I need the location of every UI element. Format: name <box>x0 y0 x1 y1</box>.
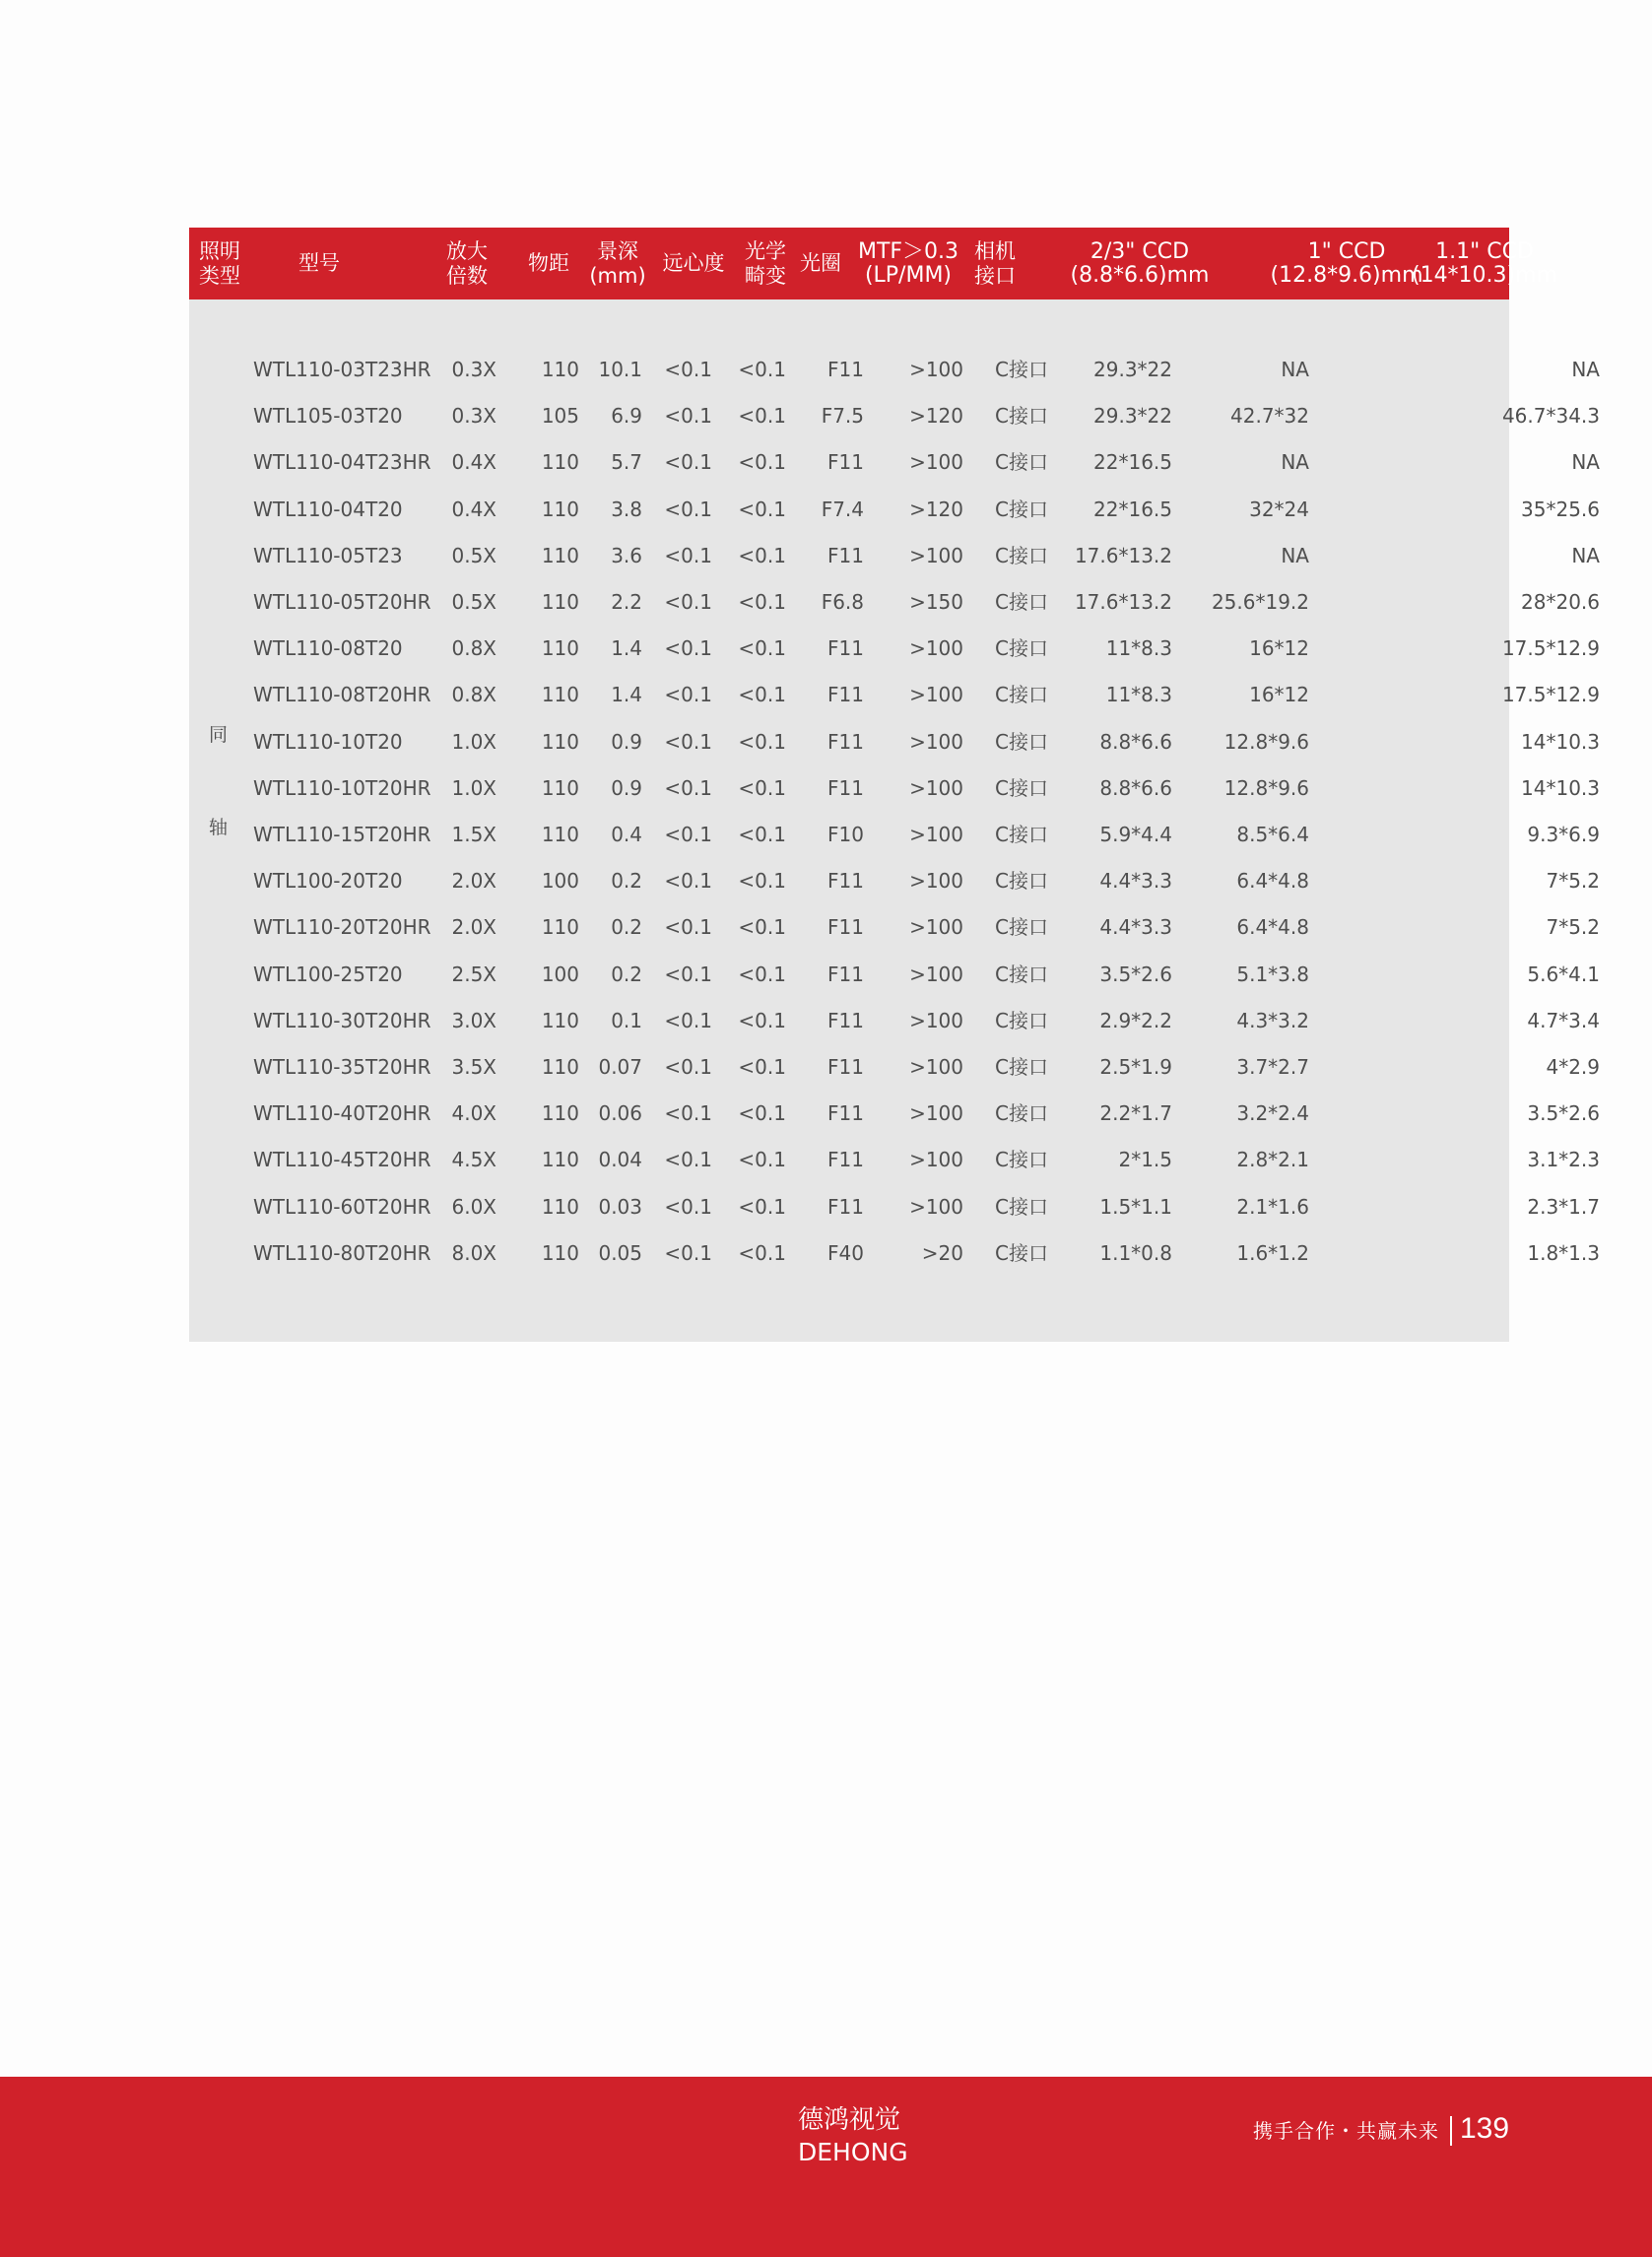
table-row <box>189 904 1600 951</box>
cell-model: WTL110-05T20HR <box>253 590 431 614</box>
cell-ccd-1: 8.5*6.4 <box>1236 823 1309 846</box>
cell-model: WTL110-04T23HR <box>253 450 431 475</box>
cell-mtf: >100 <box>909 775 963 800</box>
cell-mount: C接口 <box>995 636 1048 661</box>
cell-telecentricity: <0.1 <box>664 962 712 986</box>
cell-distortion: <0.1 <box>738 497 786 521</box>
cell-ccd-2-3: 17.6*13.2 <box>1074 543 1172 567</box>
cell-mtf: >100 <box>909 1101 963 1126</box>
table-row <box>189 952 1600 998</box>
cell-aperture: F11 <box>827 1055 864 1079</box>
table-row <box>189 1184 1600 1230</box>
cell-mount: C接口 <box>995 775 1048 800</box>
cell-telecentricity: <0.1 <box>664 1008 712 1032</box>
cell-distortion: <0.1 <box>738 636 786 661</box>
cell-telecentricity: <0.1 <box>664 358 712 381</box>
cell-aperture: F11 <box>827 1194 864 1219</box>
cell-magnification: 0.8X <box>451 683 496 707</box>
cell-working-distance: 105 <box>541 404 579 429</box>
cell-mtf: >100 <box>909 1055 963 1079</box>
cell-model: WTL105-03T20 <box>253 404 403 429</box>
cell-magnification: 8.0X <box>451 1240 496 1265</box>
cell-aperture: F11 <box>827 636 864 661</box>
cell-mtf: >20 <box>921 1240 963 1265</box>
cell-model: WTL110-04T20 <box>253 497 403 521</box>
cell-mount: C接口 <box>995 590 1048 614</box>
cell-ccd-1-1: NA <box>1571 543 1600 567</box>
cell-ccd-2-3: 3.5*2.6 <box>1099 962 1172 986</box>
slogan: 携手合作・共赢未来 <box>1253 2119 1439 2143</box>
cell-distortion: <0.1 <box>738 1055 786 1079</box>
table-row <box>189 719 1600 765</box>
cell-working-distance: 110 <box>541 1148 579 1172</box>
table-row <box>189 579 1600 626</box>
cell-telecentricity: <0.1 <box>664 497 712 521</box>
cell-depth-of-field: 0.9 <box>611 729 642 754</box>
cell-ccd-2-3: 4.4*3.3 <box>1099 869 1172 894</box>
cell-distortion: <0.1 <box>738 683 786 707</box>
cell-ccd-1-1: 4*2.9 <box>1546 1055 1600 1079</box>
cell-telecentricity: <0.1 <box>664 729 712 754</box>
cell-mount: C接口 <box>995 450 1048 475</box>
cell-ccd-1: NA <box>1281 543 1309 567</box>
cell-working-distance: 110 <box>541 590 579 614</box>
cell-mtf: >150 <box>909 590 963 614</box>
cell-magnification: 3.0X <box>451 1008 496 1032</box>
cell-ccd-2-3: 29.3*22 <box>1093 358 1172 381</box>
cell-depth-of-field: 0.2 <box>611 962 642 986</box>
cell-distortion: <0.1 <box>738 450 786 475</box>
cell-telecentricity: <0.1 <box>664 1101 712 1126</box>
cell-ccd-2-3: 8.8*6.6 <box>1099 775 1172 800</box>
cell-ccd-1: 2.8*2.1 <box>1236 1148 1309 1172</box>
header-working-distance: 物距 <box>528 251 569 275</box>
cell-telecentricity: <0.1 <box>664 1148 712 1172</box>
cell-ccd-1-1: 4.7*3.4 <box>1527 1008 1600 1032</box>
cell-mount: C接口 <box>995 915 1048 940</box>
cell-working-distance: 110 <box>541 543 579 567</box>
cell-ccd-1-1: NA <box>1571 450 1600 475</box>
cell-depth-of-field: 0.9 <box>611 775 642 800</box>
cell-model: WTL110-10T20 <box>253 729 403 754</box>
cell-magnification: 4.0X <box>451 1101 496 1126</box>
cell-mount: C接口 <box>995 683 1048 707</box>
cell-distortion: <0.1 <box>738 1008 786 1032</box>
cell-distortion: <0.1 <box>738 1148 786 1172</box>
header-distortion: 光学 畸变 <box>745 238 786 288</box>
cell-distortion: <0.1 <box>738 823 786 846</box>
cell-distortion: <0.1 <box>738 1240 786 1265</box>
cell-model: WTL110-30T20HR <box>253 1008 431 1032</box>
cell-working-distance: 110 <box>541 1101 579 1126</box>
cell-working-distance: 110 <box>541 636 579 661</box>
cell-ccd-2-3: 29.3*22 <box>1093 404 1172 429</box>
cell-telecentricity: <0.1 <box>664 1194 712 1219</box>
cell-model: WTL110-08T20HR <box>253 683 431 707</box>
cell-mtf: >100 <box>909 358 963 381</box>
cell-ccd-1-1: 14*10.3 <box>1521 775 1600 800</box>
cell-magnification: 0.5X <box>451 590 496 614</box>
cell-aperture: F7.5 <box>821 404 864 429</box>
cell-magnification: 0.5X <box>451 543 496 567</box>
cell-ccd-1-1: 7*5.2 <box>1546 915 1600 940</box>
cell-working-distance: 110 <box>541 823 579 846</box>
cell-depth-of-field: 10.1 <box>598 358 642 381</box>
cell-depth-of-field: 3.6 <box>611 543 642 567</box>
cell-mount: C接口 <box>995 543 1048 567</box>
cell-mount: C接口 <box>995 1008 1048 1032</box>
cell-ccd-2-3: 17.6*13.2 <box>1074 590 1172 614</box>
cell-depth-of-field: 0.03 <box>598 1194 642 1219</box>
header-magnification: 放大 倍数 <box>446 238 488 288</box>
cell-mtf: >100 <box>909 729 963 754</box>
cell-magnification: 0.4X <box>451 450 496 475</box>
header-depth-of-field: 景深 (mm) <box>589 238 646 288</box>
cell-mount: C接口 <box>995 404 1048 429</box>
table-row <box>189 1230 1600 1277</box>
cell-telecentricity: <0.1 <box>664 915 712 940</box>
cell-ccd-1-1: 3.1*2.3 <box>1527 1148 1600 1172</box>
cell-aperture: F11 <box>827 1101 864 1126</box>
cell-model: WTL110-45T20HR <box>253 1148 431 1172</box>
header-telecentricity: 远心度 <box>662 251 725 275</box>
cell-magnification: 1.5X <box>451 823 496 846</box>
table-row <box>189 393 1600 439</box>
cell-ccd-1: 6.4*4.8 <box>1236 915 1309 940</box>
cell-ccd-1: 25.6*19.2 <box>1211 590 1309 614</box>
cell-ccd-1-1: 2.3*1.7 <box>1527 1194 1600 1219</box>
cell-mount: C接口 <box>995 1194 1048 1219</box>
cell-depth-of-field: 2.2 <box>611 590 642 614</box>
cell-mtf: >100 <box>909 1194 963 1219</box>
table-row <box>189 439 1600 486</box>
header-mtf: MTF＞0.3 (LP/MM) <box>857 238 959 288</box>
cell-model: WTL110-03T23HR <box>253 358 431 381</box>
cell-mtf: >100 <box>909 543 963 567</box>
cell-ccd-2-3: 1.5*1.1 <box>1099 1194 1172 1219</box>
cell-mtf: >120 <box>909 497 963 521</box>
cell-mtf: >100 <box>909 962 963 986</box>
cell-aperture: F11 <box>827 729 864 754</box>
cell-mtf: >120 <box>909 404 963 429</box>
cell-aperture: F11 <box>827 683 864 707</box>
cell-ccd-1: 32*24 <box>1249 497 1309 521</box>
table-row <box>189 626 1600 672</box>
cell-aperture: F11 <box>827 450 864 475</box>
cell-ccd-1-1: NA <box>1571 358 1600 381</box>
cell-mtf: >100 <box>909 915 963 940</box>
illumination-type-label-top: 同 <box>209 724 229 746</box>
cell-distortion: <0.1 <box>738 962 786 986</box>
cell-ccd-2-3: 2.9*2.2 <box>1099 1008 1172 1032</box>
cell-mount: C接口 <box>995 729 1048 754</box>
cell-depth-of-field: 0.06 <box>598 1101 642 1126</box>
cell-aperture: F11 <box>827 915 864 940</box>
cell-mtf: >100 <box>909 823 963 846</box>
cell-magnification: 3.5X <box>451 1055 496 1079</box>
cell-mount: C接口 <box>995 962 1048 986</box>
cell-distortion: <0.1 <box>738 404 786 429</box>
cell-depth-of-field: 0.1 <box>611 1008 642 1032</box>
cell-magnification: 1.0X <box>451 775 496 800</box>
cell-distortion: <0.1 <box>738 1194 786 1219</box>
cell-depth-of-field: 6.9 <box>611 404 642 429</box>
cell-ccd-1-1: 1.8*1.3 <box>1527 1240 1600 1265</box>
cell-ccd-1: 42.7*32 <box>1230 404 1309 429</box>
cell-working-distance: 100 <box>541 962 579 986</box>
cell-ccd-2-3: 8.8*6.6 <box>1099 729 1172 754</box>
cell-model: WTL110-05T23 <box>253 543 403 567</box>
cell-mount: C接口 <box>995 869 1048 894</box>
cell-ccd-1-1: 17.5*12.9 <box>1501 636 1600 661</box>
cell-model: WTL110-35T20HR <box>253 1055 431 1079</box>
header-model: 型号 <box>298 251 340 275</box>
cell-working-distance: 110 <box>541 1055 579 1079</box>
table-row <box>189 1044 1600 1091</box>
cell-ccd-1: 4.3*3.2 <box>1236 1008 1309 1032</box>
cell-ccd-2-3: 1.1*0.8 <box>1099 1240 1172 1265</box>
cell-ccd-1-1: 14*10.3 <box>1521 729 1600 754</box>
cell-aperture: F11 <box>827 962 864 986</box>
cell-depth-of-field: 3.8 <box>611 497 642 521</box>
header-mount: 相机 接口 <box>974 238 1016 288</box>
cell-mount: C接口 <box>995 1240 1048 1265</box>
cell-distortion: <0.1 <box>738 358 786 381</box>
cell-ccd-1: 5.1*3.8 <box>1236 962 1309 986</box>
cell-distortion: <0.1 <box>738 543 786 567</box>
cell-telecentricity: <0.1 <box>664 869 712 894</box>
spec-table <box>189 228 1600 1342</box>
cell-ccd-1: 2.1*1.6 <box>1236 1194 1309 1219</box>
cell-mtf: >100 <box>909 450 963 475</box>
cell-ccd-1: 16*12 <box>1249 683 1309 707</box>
cell-working-distance: 110 <box>541 358 579 381</box>
cell-mount: C接口 <box>995 823 1048 846</box>
cell-ccd-2-3: 22*16.5 <box>1093 450 1172 475</box>
cell-aperture: F10 <box>827 823 864 846</box>
cell-ccd-2-3: 2.2*1.7 <box>1099 1101 1172 1126</box>
header-ccd-1-1: 1.1" CCD (14*10.3)mm <box>1411 238 1557 288</box>
cell-aperture: F6.8 <box>821 590 864 614</box>
cell-telecentricity: <0.1 <box>664 1055 712 1079</box>
cell-depth-of-field: 0.07 <box>598 1055 642 1079</box>
cell-telecentricity: <0.1 <box>664 450 712 475</box>
cell-model: WTL110-80T20HR <box>253 1240 431 1265</box>
cell-telecentricity: <0.1 <box>664 404 712 429</box>
cell-distortion: <0.1 <box>738 869 786 894</box>
table-row <box>189 858 1600 904</box>
cell-telecentricity: <0.1 <box>664 683 712 707</box>
cell-depth-of-field: 0.4 <box>611 823 642 846</box>
cell-ccd-2-3: 11*8.3 <box>1105 683 1172 707</box>
cell-distortion: <0.1 <box>738 915 786 940</box>
cell-model: WTL110-08T20 <box>253 636 403 661</box>
cell-magnification: 0.3X <box>451 358 496 381</box>
cell-ccd-1-1: 3.5*2.6 <box>1527 1101 1600 1126</box>
table-row <box>189 1091 1600 1137</box>
cell-mtf: >100 <box>909 683 963 707</box>
table-row <box>189 1137 1600 1183</box>
cell-magnification: 1.0X <box>451 729 496 754</box>
table-row <box>189 347 1600 393</box>
cell-ccd-2-3: 2.5*1.9 <box>1099 1055 1172 1079</box>
cell-mount: C接口 <box>995 1055 1048 1079</box>
cell-magnification: 2.5X <box>451 962 496 986</box>
cell-telecentricity: <0.1 <box>664 636 712 661</box>
cell-model: WTL110-40T20HR <box>253 1101 431 1126</box>
cell-model: WTL110-60T20HR <box>253 1194 431 1219</box>
cell-working-distance: 110 <box>541 1240 579 1265</box>
cell-ccd-2-3: 4.4*3.3 <box>1099 915 1172 940</box>
cell-working-distance: 110 <box>541 683 579 707</box>
cell-aperture: F11 <box>827 869 864 894</box>
cell-depth-of-field: 0.04 <box>598 1148 642 1172</box>
cell-ccd-2-3: 11*8.3 <box>1105 636 1172 661</box>
cell-ccd-1-1: 35*25.6 <box>1521 497 1600 521</box>
cell-aperture: F11 <box>827 775 864 800</box>
brand-name-en: DEHONG <box>798 2138 908 2166</box>
cell-depth-of-field: 5.7 <box>611 450 642 475</box>
illumination-type-label-bottom: 轴 <box>209 817 229 838</box>
table-row <box>189 998 1600 1044</box>
cell-telecentricity: <0.1 <box>664 775 712 800</box>
cell-telecentricity: <0.1 <box>664 1240 712 1265</box>
header-ccd-2-3: 2/3" CCD (8.8*6.6)mm <box>1070 238 1210 288</box>
cell-model: WTL100-25T20 <box>253 962 403 986</box>
cell-ccd-1-1: 46.7*34.3 <box>1501 404 1600 429</box>
brand-name-cn: 德鸿视觉 <box>798 2105 901 2135</box>
cell-aperture: F7.4 <box>821 497 864 521</box>
cell-distortion: <0.1 <box>738 1101 786 1126</box>
cell-depth-of-field: 0.2 <box>611 869 642 894</box>
cell-distortion: <0.1 <box>738 590 786 614</box>
cell-depth-of-field: 1.4 <box>611 636 642 661</box>
cell-depth-of-field: 1.4 <box>611 683 642 707</box>
cell-ccd-1: 3.2*2.4 <box>1236 1101 1309 1126</box>
cell-magnification: 0.3X <box>451 404 496 429</box>
cell-model: WTL100-20T20 <box>253 869 403 894</box>
cell-ccd-1: 16*12 <box>1249 636 1309 661</box>
table-row <box>189 533 1600 579</box>
cell-mtf: >100 <box>909 1008 963 1032</box>
cell-aperture: F11 <box>827 1008 864 1032</box>
cell-aperture: F11 <box>827 358 864 381</box>
cell-working-distance: 110 <box>541 775 579 800</box>
cell-magnification: 0.4X <box>451 497 496 521</box>
cell-distortion: <0.1 <box>738 775 786 800</box>
cell-aperture: F11 <box>827 1148 864 1172</box>
cell-working-distance: 110 <box>541 497 579 521</box>
cell-ccd-1-1: 7*5.2 <box>1546 869 1600 894</box>
cell-working-distance: 110 <box>541 729 579 754</box>
cell-aperture: F40 <box>827 1240 864 1265</box>
cell-mtf: >100 <box>909 869 963 894</box>
cell-telecentricity: <0.1 <box>664 543 712 567</box>
header-ccd-1: 1" CCD (12.8*9.6)mm <box>1270 238 1423 288</box>
cell-magnification: 2.0X <box>451 869 496 894</box>
table-row <box>189 765 1600 812</box>
cell-ccd-1-1: 28*20.6 <box>1521 590 1600 614</box>
cell-ccd-1: NA <box>1281 450 1309 475</box>
cell-ccd-1: NA <box>1281 358 1309 381</box>
cell-ccd-1-1: 5.6*4.1 <box>1527 962 1600 986</box>
table-header <box>189 228 1557 299</box>
cell-ccd-2-3: 5.9*4.4 <box>1099 823 1172 846</box>
cell-mount: C接口 <box>995 1101 1048 1126</box>
cell-magnification: 0.8X <box>451 636 496 661</box>
cell-working-distance: 110 <box>541 1194 579 1219</box>
cell-ccd-1-1: 9.3*6.9 <box>1527 823 1600 846</box>
cell-mount: C接口 <box>995 358 1048 381</box>
table-row <box>189 487 1600 533</box>
cell-magnification: 2.0X <box>451 915 496 940</box>
cell-ccd-1: 12.8*9.6 <box>1223 775 1309 800</box>
header-aperture: 光圈 <box>800 251 841 275</box>
footer-band <box>0 2077 1652 2257</box>
cell-mtf: >100 <box>909 1148 963 1172</box>
cell-mtf: >100 <box>909 636 963 661</box>
cell-ccd-1: 3.7*2.7 <box>1236 1055 1309 1079</box>
cell-distortion: <0.1 <box>738 729 786 754</box>
cell-working-distance: 110 <box>541 915 579 940</box>
cell-magnification: 6.0X <box>451 1194 496 1219</box>
cell-ccd-1: 12.8*9.6 <box>1223 729 1309 754</box>
cell-ccd-1-1: 17.5*12.9 <box>1501 683 1600 707</box>
separator <box>1450 2116 1452 2146</box>
table-row <box>189 672 1600 718</box>
table-row <box>189 812 1600 858</box>
cell-working-distance: 100 <box>541 869 579 894</box>
header-illumination-type: 照明 类型 <box>199 238 240 288</box>
cell-ccd-1: 6.4*4.8 <box>1236 869 1309 894</box>
cell-depth-of-field: 0.2 <box>611 915 642 940</box>
cell-model: WTL110-20T20HR <box>253 915 431 940</box>
cell-working-distance: 110 <box>541 450 579 475</box>
page-number: 139 <box>1460 2112 1510 2145</box>
cell-ccd-2-3: 2*1.5 <box>1118 1148 1172 1172</box>
cell-mount: C接口 <box>995 497 1048 521</box>
cell-depth-of-field: 0.05 <box>598 1240 642 1265</box>
cell-magnification: 4.5X <box>451 1148 496 1172</box>
cell-telecentricity: <0.1 <box>664 590 712 614</box>
cell-ccd-2-3: 22*16.5 <box>1093 497 1172 521</box>
cell-model: WTL110-15T20HR <box>253 823 431 846</box>
cell-telecentricity: <0.1 <box>664 823 712 846</box>
cell-model: WTL110-10T20HR <box>253 775 431 800</box>
cell-ccd-1: 1.6*1.2 <box>1236 1240 1309 1265</box>
cell-aperture: F11 <box>827 543 864 567</box>
cell-mount: C接口 <box>995 1148 1048 1172</box>
cell-working-distance: 110 <box>541 1008 579 1032</box>
